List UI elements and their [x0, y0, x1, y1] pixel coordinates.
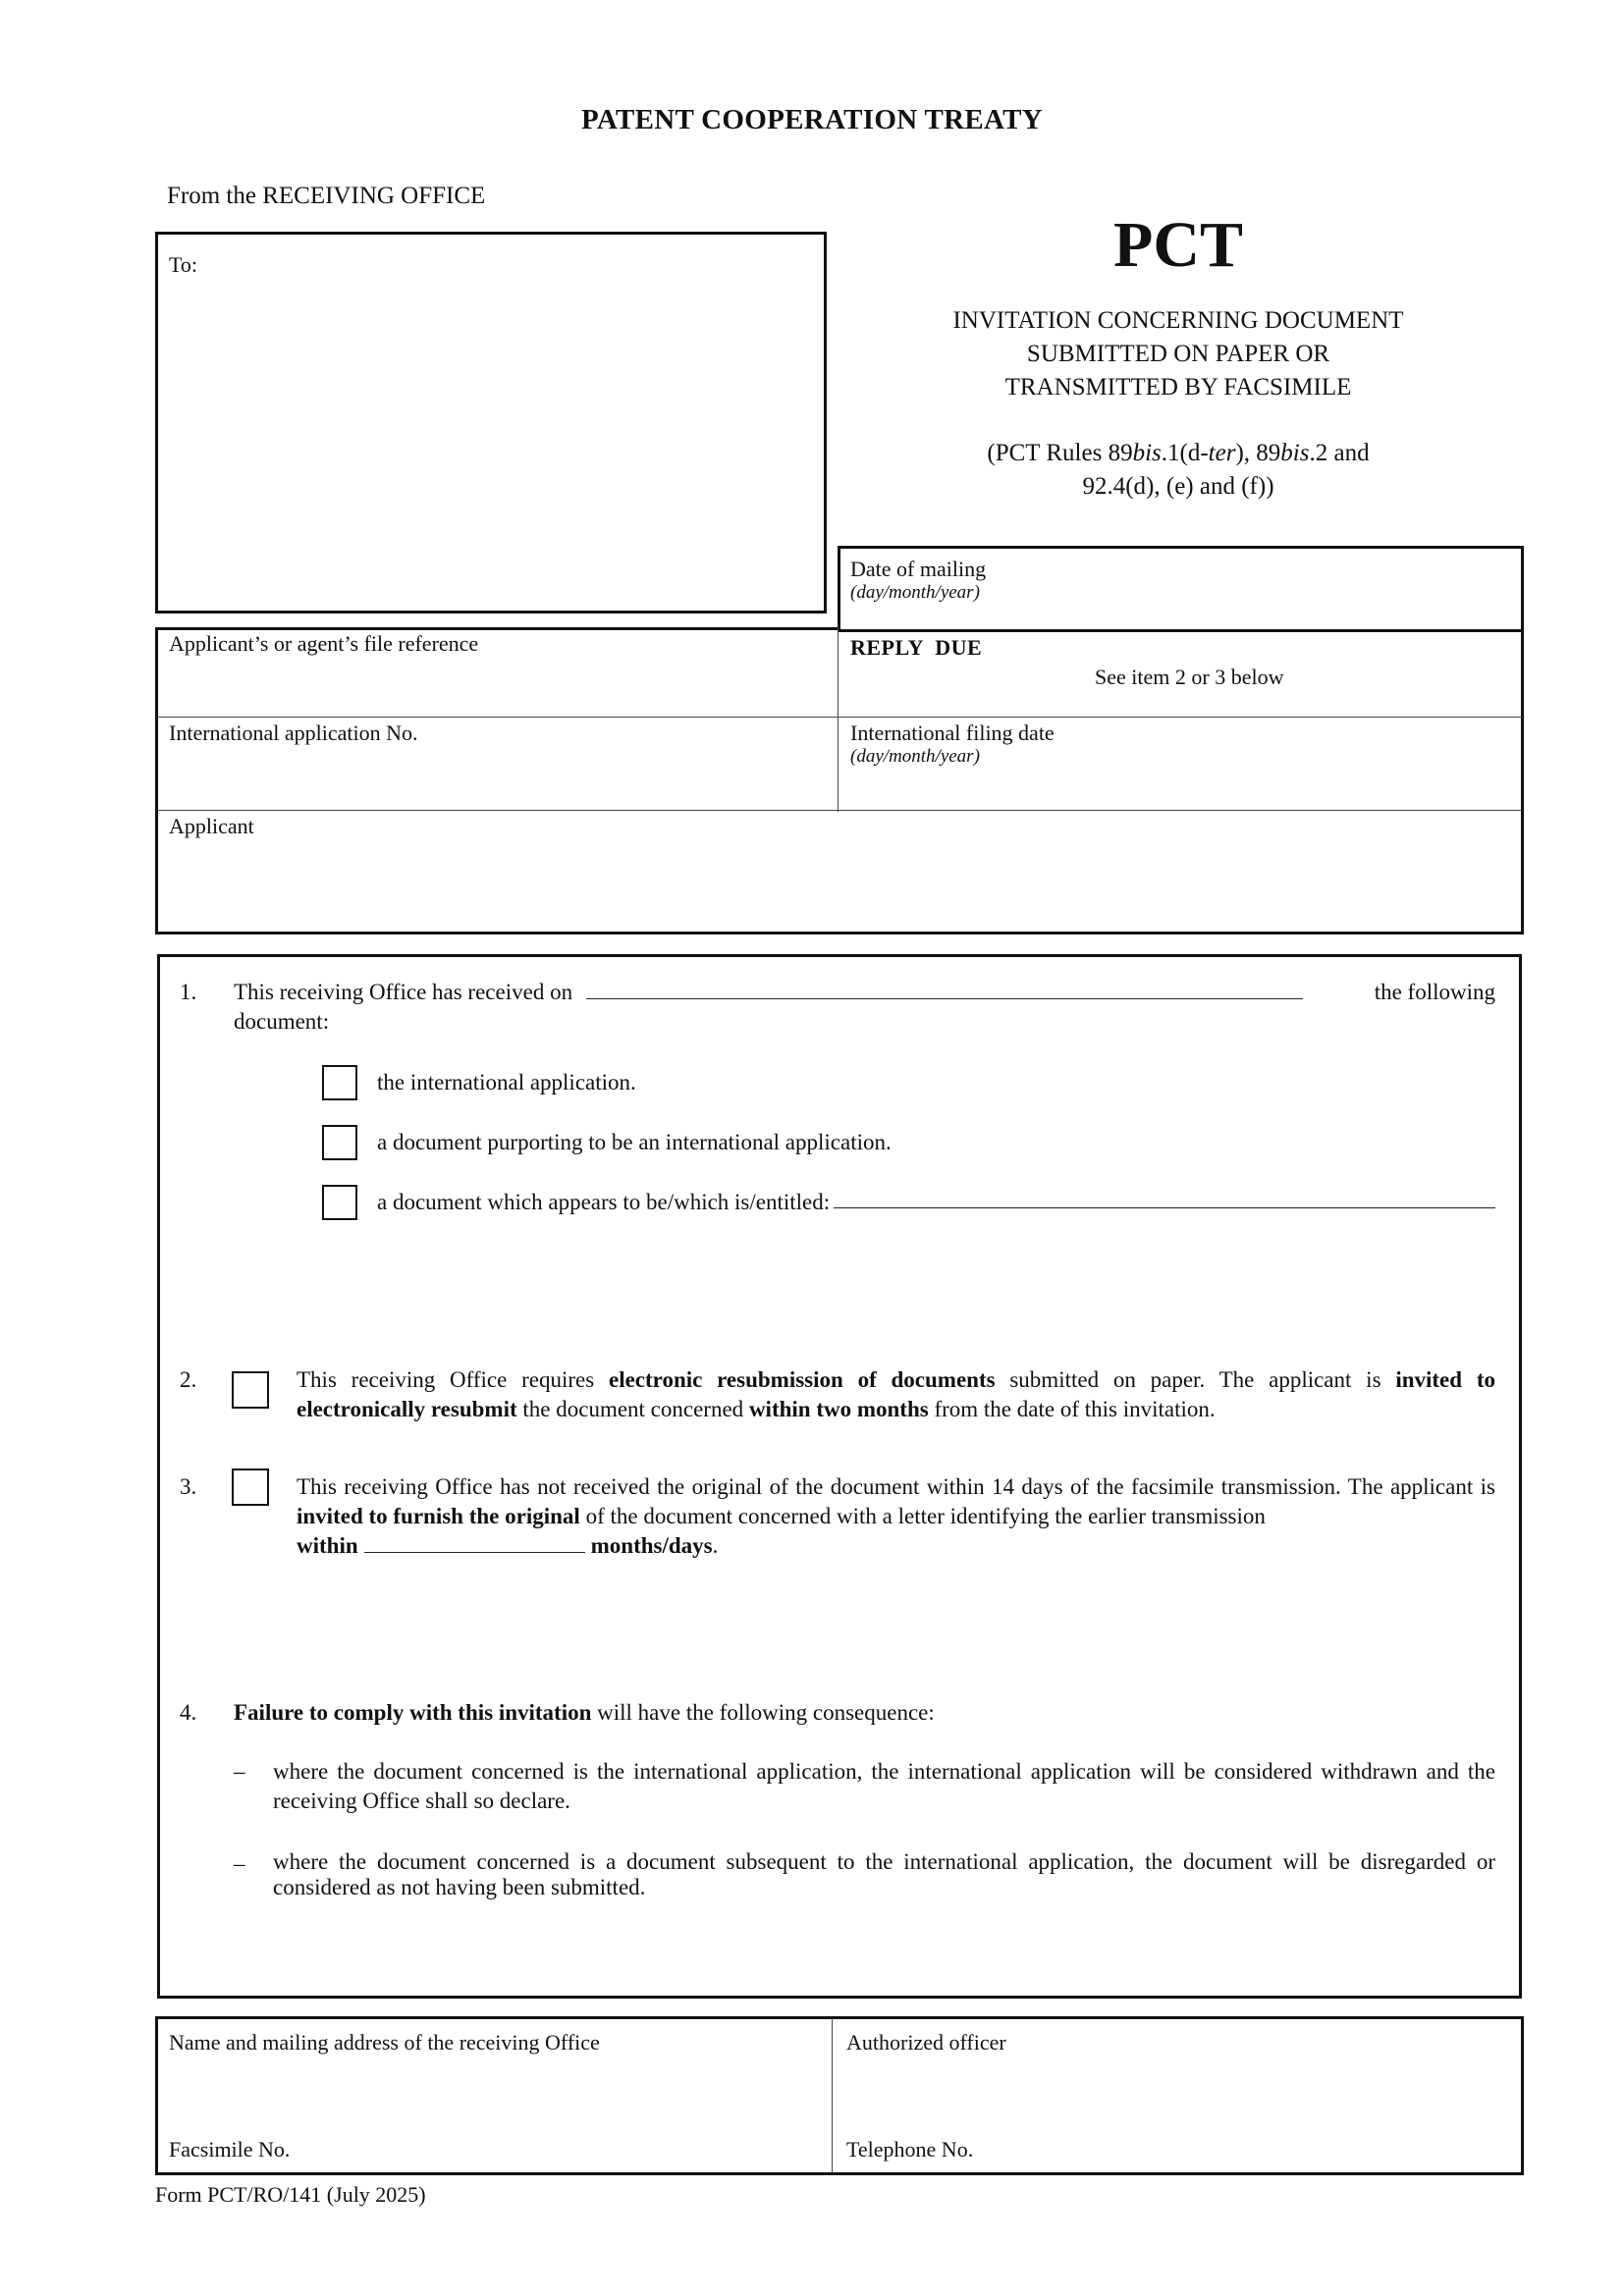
item-1-text: This receiving Office has received on the following document: [234, 980, 1495, 1034]
option-international-application-checkbox[interactable] [322, 1065, 357, 1100]
rules-reference: (PCT Rules 89bis.1(d-ter), 89bis.2 and 92.4(d), (e) and (f)) [987, 440, 1370, 500]
option-international-application-label: the international application. [377, 1070, 636, 1095]
item-3-number: 3. [180, 1474, 197, 1499]
date-of-mailing-label: Date of mailing [850, 557, 987, 581]
authorized-officer-label: Authorized officer [846, 2030, 1006, 2055]
row-divider [157, 717, 1522, 718]
page-title: PATENT COOPERATION TREATY [581, 104, 1043, 135]
consequence-withdrawn: where the document concerned is the international application, the international application will be considered withdrawn and the receiving Office shall so declare. [273, 1759, 1495, 1813]
to-box[interactable] [155, 232, 827, 614]
received-date-field[interactable] [586, 979, 1303, 999]
applicant-label: Applicant [169, 814, 254, 838]
facsimile-label: Facsimile No. [169, 2137, 291, 2162]
pct-logo: PCT [1113, 209, 1243, 281]
item-4-text: Failure to comply with this invitation will have the following consequence: [234, 1700, 935, 1725]
to-label: To: [169, 252, 198, 277]
item-3-text: This receiving Office has not received the original of the document within 14 days of the facsimile transmission. The applicant is invited to furnish the original of the document concerned with a letter identifying the earlier transmission within months/days. [297, 1474, 1495, 1558]
application-no-label: International application No. [169, 721, 418, 745]
item-2-checkbox[interactable] [232, 1371, 269, 1409]
item-1-number: 1. [180, 980, 197, 1004]
item-2-text: This receiving Office requires electronic resubmission of documents submitted on paper. The applicant is invited to electronically resubmit the document concerned within two months from the date of this invitation. [297, 1367, 1495, 1421]
option-entitled-document-label: a document which appears to be/which is/entitled: [377, 1188, 1495, 1217]
item-4-number: 4. [180, 1700, 197, 1725]
telephone-label: Telephone No. [846, 2137, 974, 2162]
row-divider [156, 627, 838, 630]
bullet-dash: – [234, 1851, 245, 1876]
form-id: Form PCT/RO/141 (July 2025) [155, 2182, 426, 2207]
column-divider [838, 627, 839, 812]
from-receiving-office: From the RECEIVING OFFICE [167, 183, 486, 209]
column-divider [832, 2018, 833, 2173]
option-purporting-document-label: a document purporting to be an international application. [377, 1130, 892, 1154]
item-2-number: 2. [180, 1367, 197, 1392]
date-of-mailing-format: (day/month/year) [850, 582, 980, 603]
office-address-label: Name and mailing address of the receiving Office [169, 2030, 600, 2055]
filing-date-format: (day/month/year) [850, 746, 980, 767]
row-divider [157, 810, 1522, 811]
file-reference-label: Applicant’s or agent’s file reference [169, 631, 479, 656]
entitled-field[interactable] [834, 1188, 1495, 1208]
time-limit-field[interactable] [364, 1532, 585, 1553]
application-info-box [155, 627, 1524, 934]
bullet-dash: – [234, 1759, 245, 1784]
form-title: INVITATION CONCERNING DOCUMENT SUBMITTED ON PAPER OR TRANSMITTED BY FACSIMILE [952, 307, 1404, 400]
option-purporting-document-checkbox[interactable] [322, 1125, 357, 1160]
consequence-disregarded: where the document concerned is a document subsequent to the international application, the document will be disregarded or considered as not having been submitted. [273, 1849, 1495, 1899]
option-entitled-document-checkbox[interactable] [322, 1185, 357, 1220]
filing-date-label: International filing date [850, 721, 1055, 745]
item-3-checkbox[interactable] [232, 1468, 269, 1506]
reply-due-text: See item 2 or 3 below [1095, 665, 1284, 689]
reply-due-label: REPLY DUE [850, 635, 983, 660]
